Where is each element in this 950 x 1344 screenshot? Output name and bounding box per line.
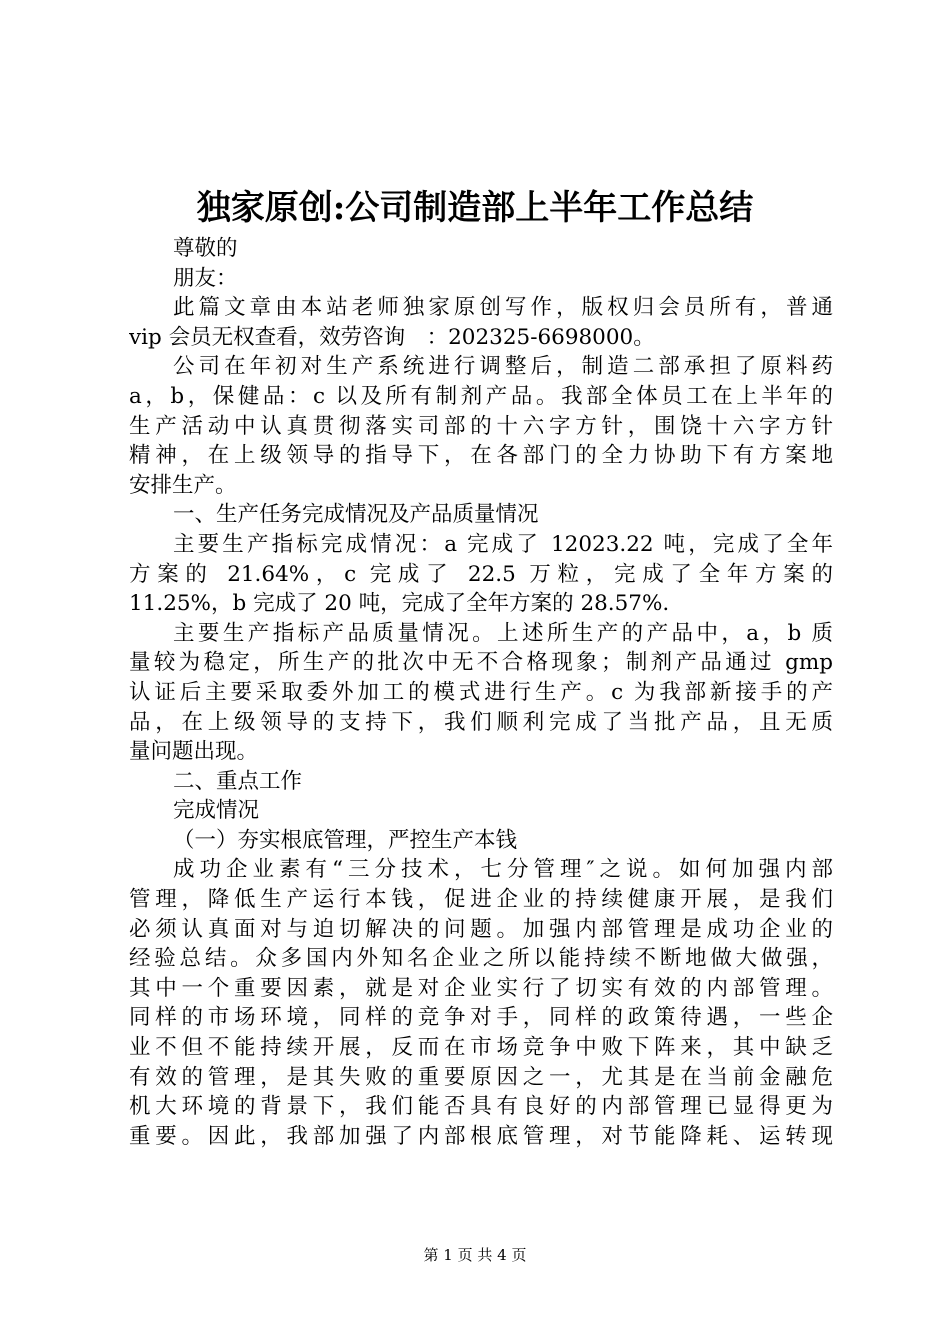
text-line: a，b，保健品：c 以及所有制剂产品。我部全体员工在上半年的 bbox=[129, 383, 833, 409]
text-line: 认证后主要采取委外加工的模式进行生产。c 为我部新接手的产 bbox=[129, 679, 833, 705]
text-line: 管理，降低生产运行本钱，促进企业的持续健康开展，是我们 bbox=[129, 887, 833, 913]
text-line: （一）夯实根底管理，严控生产本钱 bbox=[173, 827, 518, 853]
text-line: 量问题出现。 bbox=[129, 739, 259, 765]
text-line: 经验总结。众多国内外知名企业之所以能持续不断地做大做强， bbox=[129, 946, 833, 972]
text-line: 尊敬的 bbox=[173, 236, 238, 261]
text-line: 其中一个重要因素，就是对企业实行了切实有效的内部管理。 bbox=[129, 975, 833, 1001]
text-line: 完成情况 bbox=[173, 798, 260, 824]
text-line: 量较为稳定，所生产的批次中无不合格现象；制剂产品通过 gmp bbox=[129, 650, 833, 676]
text-line: 此篇文章由本站老师独家原创写作，版权归会员所有，普通 bbox=[173, 295, 833, 321]
text-line: 方案的 21.64%，c 完成了 22.5 万粒，完成了全年方案的 bbox=[129, 561, 833, 587]
text-line: 二、重点工作 bbox=[173, 768, 303, 794]
text-line: 11.25%，b 完成了 20 吨，完成了全年方案的 28.57%. bbox=[129, 591, 670, 617]
text-line: 有效的管理，是其失败的重要原因之一，尤其是在当前金融危 bbox=[129, 1064, 833, 1090]
document-title: 独家原创:公司制造部上半年工作总结 bbox=[196, 188, 754, 228]
text-line: 精神，在上级领导的指导下，在各部门的全力协助下有方案地 bbox=[129, 443, 833, 469]
text-line: 公司在年初对生产系统进行调整后，制造二部承担了原料药 bbox=[173, 354, 833, 380]
text-line: 同样的市场环境，同样的竞争对手，同样的政策待遇，一些企 bbox=[129, 1005, 833, 1031]
text-line: 生产活动中认真贯彻落实司部的十六字方针，围饶十六字方针 bbox=[129, 413, 833, 439]
text-line: vip 会员无权查看，效劳咨询 ：202325-6698000。 bbox=[129, 324, 655, 350]
text-line: 主要生产指标产品质量情况。上述所生产的产品中，a，b 质 bbox=[173, 620, 833, 646]
text-line: 一、生产任务完成情况及产品质量情况 bbox=[173, 502, 539, 528]
text-line: 朋友： bbox=[173, 265, 238, 291]
page-number-footer: 第 1 页 共 4 页 bbox=[423, 1246, 527, 1264]
text-line: 业不但不能持续开展，反而在市场竞争中败下阵来，其中缺乏 bbox=[129, 1035, 833, 1061]
text-line: 重要。因此，我部加强了内部根底管理，对节能降耗、运转现 bbox=[129, 1123, 833, 1149]
text-line: 品，在上级领导的支持下，我们顺利完成了当批产品，且无质 bbox=[129, 709, 833, 735]
document-body bbox=[129, 234, 833, 1151]
text-line: 主要生产指标完成情况：a 完成了 12023.22 吨，完成了全年 bbox=[173, 531, 833, 557]
text-line: 机大环境的背景下，我们能否具有良好的内部管理已显得更为 bbox=[129, 1094, 833, 1120]
text-line: 必须认真面对与迫切解决的问题。加强内部管理是成功企业的 bbox=[129, 916, 833, 942]
text-line: 成功企业素有“三分技术，七分管理″之说。如何加强内部 bbox=[173, 857, 833, 883]
text-line: 安排生产。 bbox=[129, 472, 237, 498]
